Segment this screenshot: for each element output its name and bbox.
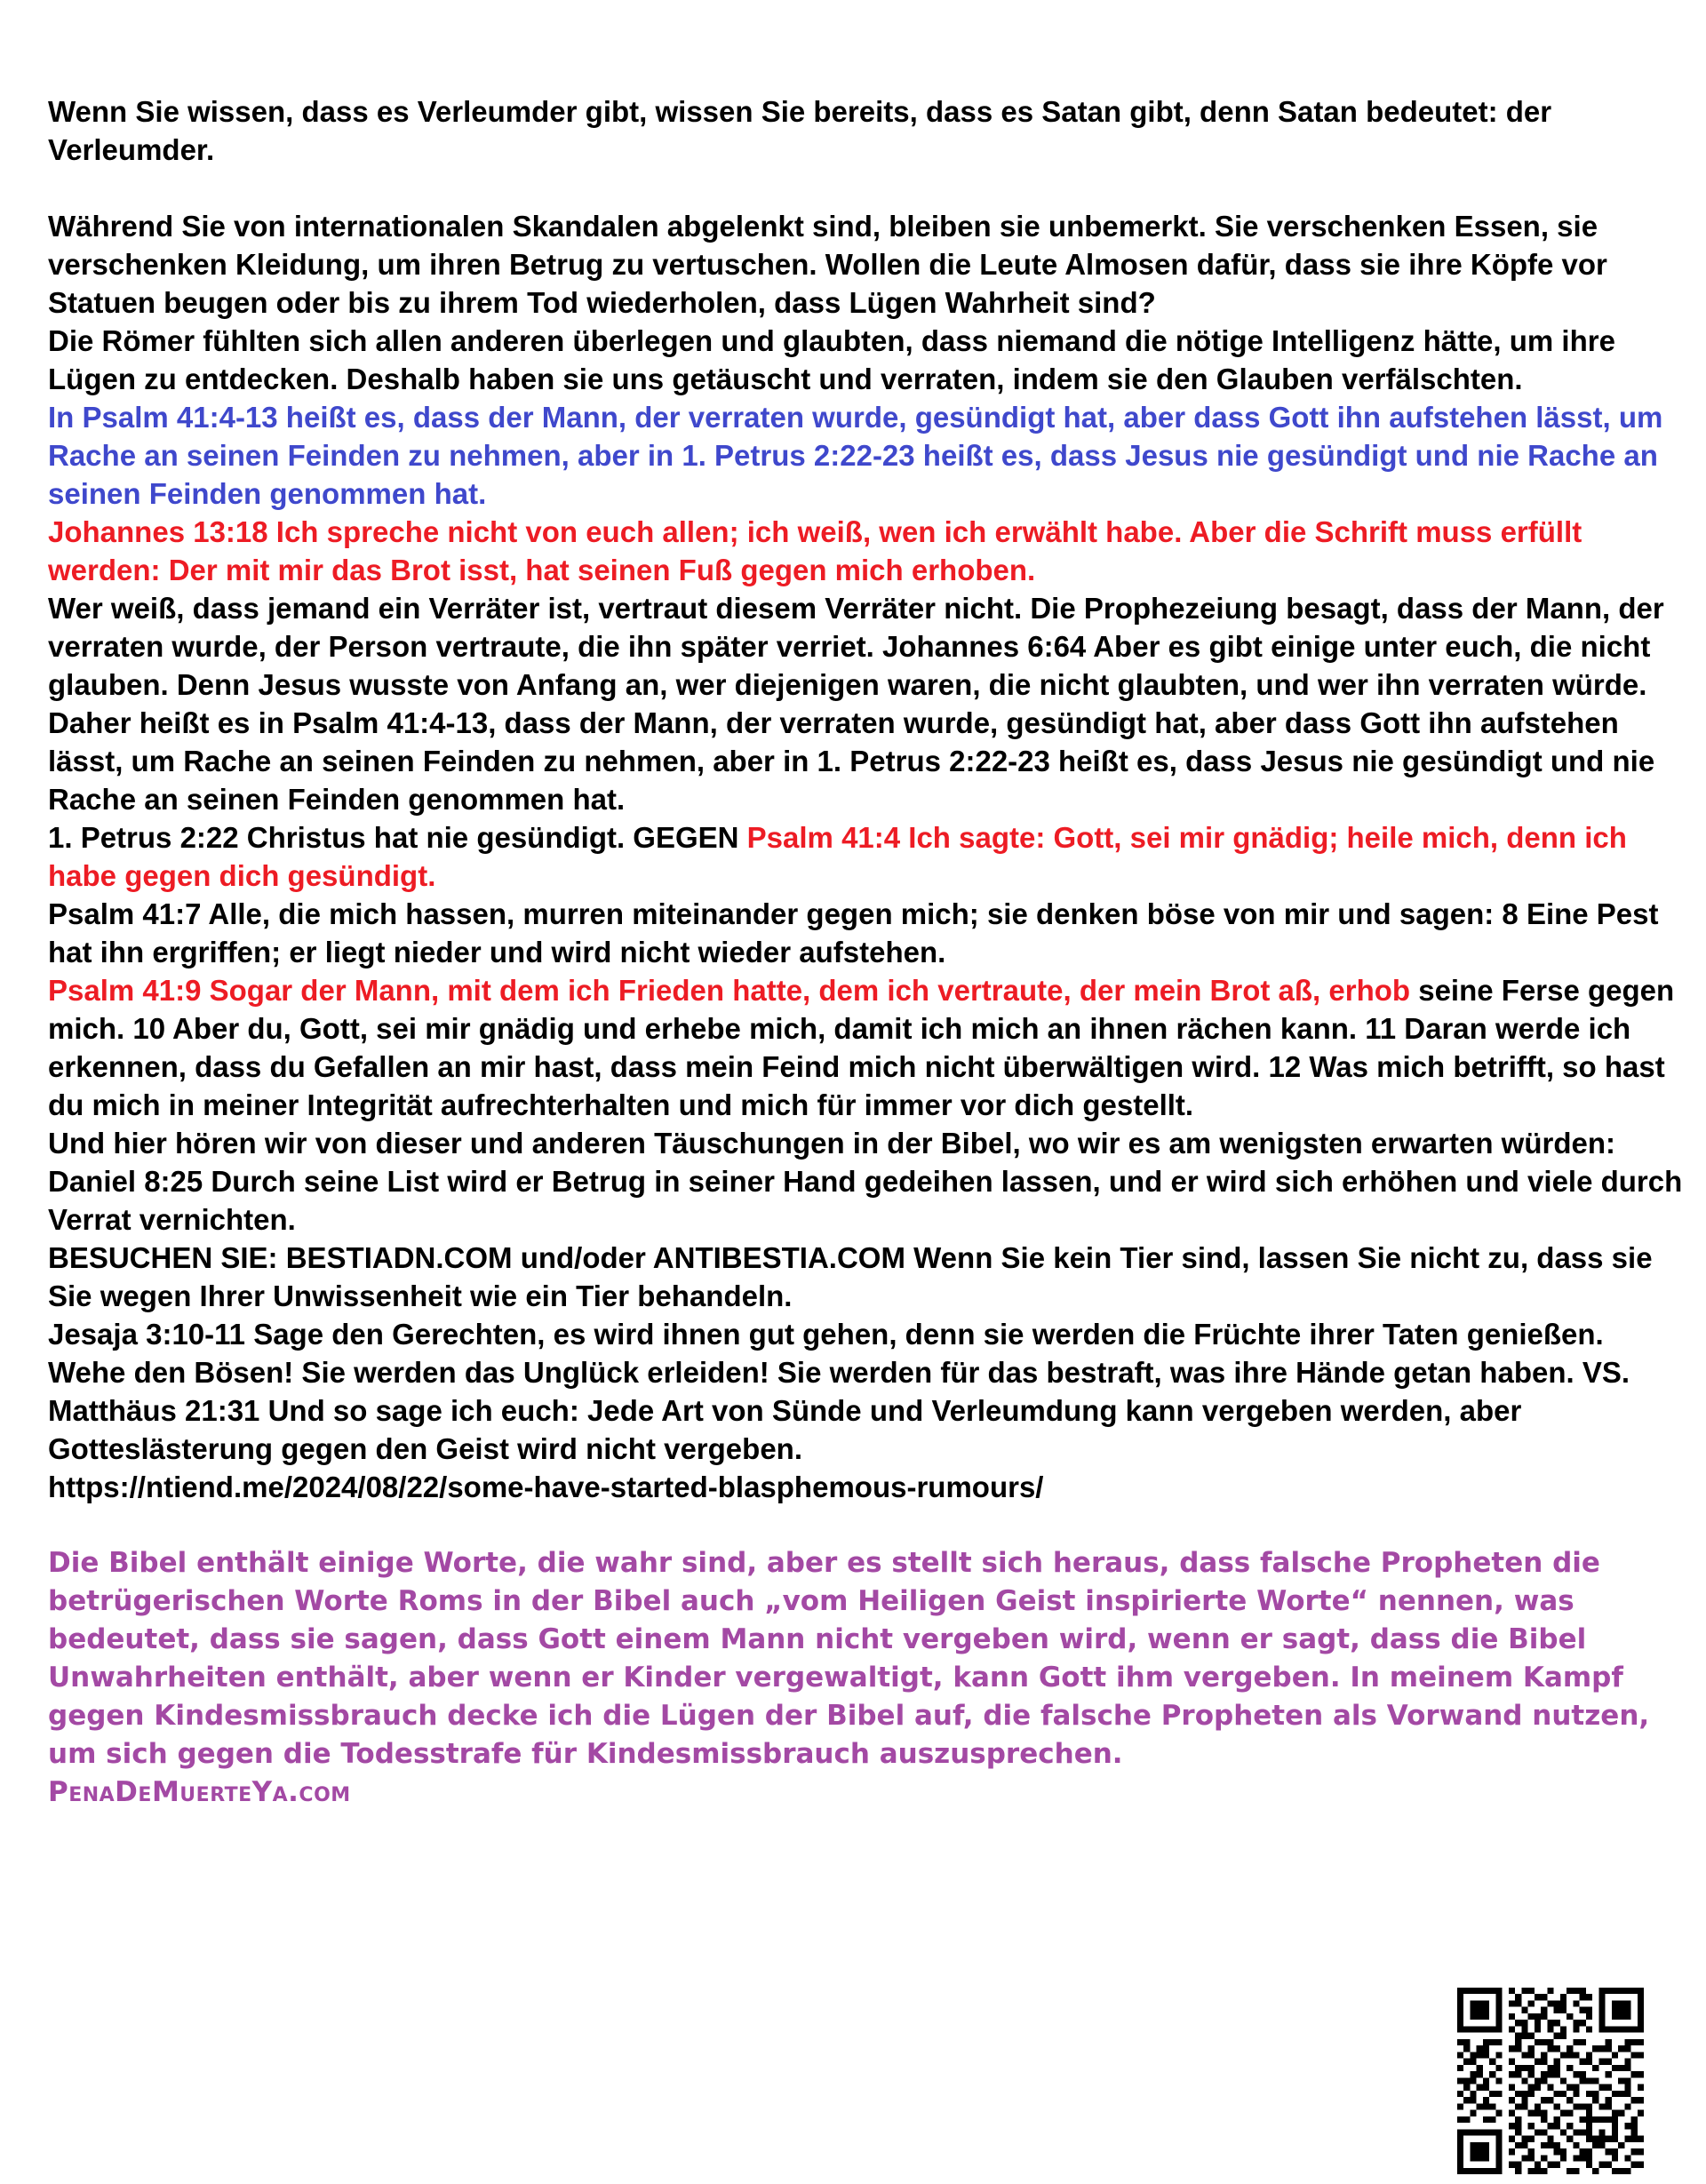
- paragraph-psalm-41-7: Psalm 41:7 Alle, die mich hassen, murren miteinander gegen mich; sie denken böse von mir und sagen: 8 Eine Pest hat ihn ergriffen; er liegt nieder und wird nicht wieder aufstehen.: [48, 897, 1659, 968]
- paragraph-peter-against-psalm: [48, 818, 1687, 895]
- paragraph-john-13-18: Johannes 13:18 Ich spreche nicht von euch allen; ich weiß, wen ich erwählt habe. Aber die Schrift muss erfüllt werden: Der mit mir das Brot isst, hat seinen Fuß gegen mich erhoben.: [48, 515, 1582, 586]
- paragraph-spacer: [48, 169, 1687, 207]
- site-link[interactable]: PenaDeMuerteYa.com: [48, 1776, 351, 1808]
- psalm-41-9-continuation: seine Ferse gegen mich. 10 Aber du, Gott, sei mir gnädig und erhebe mich, damit ich mich an ihnen rächen kann. 11 Daran werde ich erkennen, dass du Gefallen an mir hast, dass mein Feind mich nicht überwältigen wird. 12 Was mich betrifft, so hast du mich in meiner Integrität aufrechterhalten und mich für immer vor dich gestellt.: [48, 974, 1675, 1121]
- psalm-41-4-text: Psalm 41:4 Ich sagte: Gott, sei mir gnädig; heile mich, denn ich habe gegen dich gesündigt.: [48, 821, 1627, 892]
- paragraph-spacer: [48, 1506, 1687, 1544]
- paragraph-daniel: Und hier hören wir von dieser und anderen Täuschungen in der Bibel, wo wir es am wenigsten erwarten würden: Daniel 8:25 Durch seine List wird er Betrug in seiner Hand gedeihen lassen, und er wird sich erhöhen und viele durch Verrat vernichten.: [48, 1127, 1683, 1236]
- paragraph-satan-definition: Wenn Sie wissen, dass es Verleumder gibt, wissen Sie bereits, dass es Satan gibt, denn Satan bedeutet: der Verleumder.: [48, 95, 1552, 166]
- paragraph-romans: Die Römer fühlten sich allen anderen überlegen und glaubten, dass niemand die nötige Intelligenz hätte, um ihre Lügen zu entdecken. Deshalb haben sie uns getäuscht und verraten, indem sie den Glauben verfälschten.: [48, 324, 1615, 395]
- paragraph-scandals: Während Sie von internationalen Skandalen abgelenkt sind, bleiben sie unbemerkt. Sie verschenken Essen, sie verschenken Kleidung, um ihren Betrug zu vertuschen. Wollen die Leute Almosen dafür, dass sie ihre Köpfe vor Statuen beugen oder bis zu ihrem Tod wiederholen, dass Lügen Wahrheit sind?: [48, 210, 1607, 319]
- paragraph-psalm-41-9: [48, 971, 1687, 1124]
- qr-code-icon: [1457, 1988, 1644, 2174]
- document-body: [48, 92, 1687, 1812]
- paragraph-psalm-vs-peter: In Psalm 41:4-13 heißt es, dass der Mann, der verraten wurde, gesündigt hat, aber dass Gott ihn aufstehen lässt, um Rache an seinen Feinden zu nehmen, aber in 1. Petrus 2:22-23 heißt es, dass Jesus nie gesündigt und nie Rache an seinen Feinden genommen hat.: [48, 401, 1663, 510]
- paragraph-therefore-psalm: Daher heißt es in Psalm 41:4-13, dass der Mann, der verraten wurde, gesündigt hat, aber dass Gott ihn aufstehen lässt, um Rache an seinen Feinden zu nehmen, aber in 1. Petrus 2:22-23 heißt es, dass Jesus nie gesündigt und nie Rache an seinen Feinden genommen hat.: [48, 706, 1655, 816]
- paragraph-isaiah-matthew: Jesaja 3:10-11 Sage den Gerechten, es wird ihnen gut gehen, denn sie werden die Früchte ihrer Taten genießen. Wehe den Bösen! Sie werden das Unglück erleiden! Sie werden für das bestraft, was ihre Hände getan haben. VS. Matthäus 21:31 Und so sage ich euch: Jede Art von Sünde und Verleumdung kann vergeben werden, aber Gotteslästerung gegen den Geist wird nicht vergeben.: [48, 1318, 1630, 1465]
- url-link[interactable]: https://ntiend.me/2024/08/22/some-have-started-blasphemous-rumours/: [48, 1471, 1044, 1503]
- psalm-41-9-text: Psalm 41:9 Sogar der Mann, mit dem ich Frieden hatte, dem ich vertraute, der mein Brot aß, erhob: [48, 974, 1411, 1007]
- paragraph-visit-sites: BESUCHEN SIE: BESTIADN.COM und/oder ANTIBESTIA.COM Wenn Sie kein Tier sind, lassen Sie nicht zu, dass sie Sie wegen Ihrer Unwissenheit wie ein Tier behandeln.: [48, 1241, 1653, 1312]
- peter-2-22-text: 1. Petrus 2:22 Christus hat nie gesündigt. GEGEN: [48, 821, 747, 854]
- paragraph-traitor: Wer weiß, dass jemand ein Verräter ist, vertraut diesem Verräter nicht. Die Prophezeiung besagt, dass der Mann, der verraten wurde, der Person vertraute, die ihn später verriet. Johannes 6:64 Aber es gibt einige unter euch, die nicht glauben. Denn Jesus wusste von Anfang an, wer diejenigen waren, die nicht glaubten, und wer ihn verraten würde.: [48, 592, 1664, 701]
- paragraph-bible-words: Die Bibel enthält einige Worte, die wahr sind, aber es stellt sich heraus, dass falsche Propheten die betrügerischen Worte Roms in der Bibel auch „vom Heiligen Geist inspirierte Worte“ nennen, was bedeutet, dass sie sagen, dass Gott einem Mann nicht vergeben wird, wenn er sagt, dass die Bibel Unwahrheiten enthält, aber wenn er Kinder vergewaltigt, kann Gott ihm vergeben. In meinem Kampf gegen Kindesmissbrauch decke ich die Lügen der Bibel auf, die falsche Propheten als Vorwand nutzen, um sich gegen die Todesstrafe für Kindesmissbrauch auszusprechen.: [48, 1547, 1650, 1770]
